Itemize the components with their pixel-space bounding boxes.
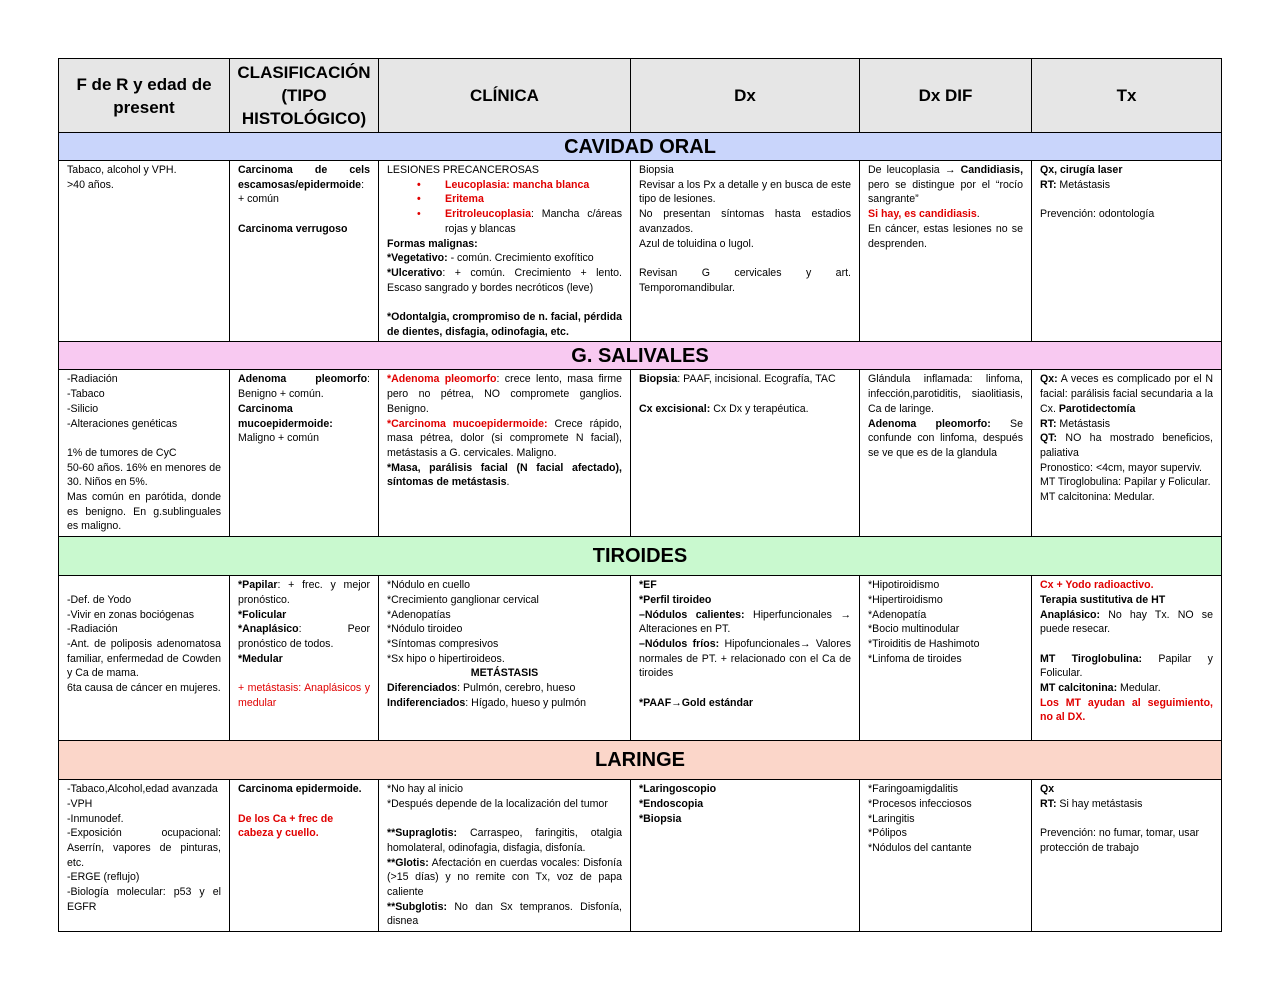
header-tx: Tx (1032, 59, 1222, 133)
header-dx-dif: Dx DIF (860, 59, 1032, 133)
list-item: • Eritroleucoplasia: Mancha c/áreas rojas y blancas (445, 207, 622, 236)
sal-clasificacion: Adenoma pleomorfo: Benigno + común. Carcinoma mucoepidermoide: Maligno + común (230, 370, 379, 537)
header-dx: Dx (631, 59, 860, 133)
section-tiroides (59, 537, 1222, 576)
section-title-laringe: LARINGE (59, 741, 1222, 780)
oral-clasificacion: Carcinoma de cels escamosas/epidermoide: + común Carcinoma verrugoso (230, 161, 379, 342)
section-cavidad-oral (59, 133, 1222, 161)
section-title-tiroides: TIROIDES (59, 537, 1222, 576)
section-title-salivales: G. SALIVALES (59, 342, 1222, 370)
oral-clinica: LESIONES PRECANCEROSAS • Leucoplasia: mancha blanca • Eritema • Eritroleucoplasia: Mancha c/áreas rojas y blancas Formas malignas: *Vegetativo: - común. Crecimiento exofítico *Ulcerativo: + común. Crecimiento + lento. Escaso sangrado y bordes necróticos (leve) *Odontalgia, crompromiso de n. facial, pérdida de dientes, disfagia, odinofagia, etc. (379, 161, 631, 342)
section-salivales (59, 342, 1222, 370)
sal-clinica: *Adenoma pleomorfo: crece lento, masa firme pero no pétrea, NO compromete ganglios. Benigno. *Carcinoma mucoepidermoide: Crece rápido, masa pétrea, dolor (si compromete N facial), metástasis a G. cervicales. Maligno. *Masa, parálisis facial (N facial afectado), síntomas de metástasis. (379, 370, 631, 537)
section-title-oral: CAVIDAD ORAL (59, 133, 1222, 161)
sal-dx-dif: Glándula inflamada: linfoma, infección,parotiditis, siaolitiasis, Ca de laringe. Adenoma pleomorfo: Se confunde con linfoma, después se ve que es de la glandula (860, 370, 1032, 537)
lar-clinica: *No hay al inicio *Después depende de la localización del tumor **Supraglotis: Carraspeo, faringitis, otalgia homolateral, odinofagia, disfagia, disfonía. **Glotis: Afectación en cuerdas vocales: Disfonía (>15 días) y no remite con Tx, voz de papa caliente **Subglotis: No dan Sx tempranos. Disfonía, disnea (379, 780, 631, 932)
header-clinica: CLÍNICA (379, 59, 631, 133)
header-fdr: F de R y edad de present (59, 59, 230, 133)
header-clasificacion: CLASIFICACIÓN (TIPO HISTOLÓGICO) (230, 59, 379, 133)
arrow-right-icon: → (944, 164, 956, 176)
oral-tx: Qx, cirugía laser RT: Metástasis Prevención: odontología (1032, 161, 1222, 342)
lar-clasificacion: Carcinoma epidermoide. De los Ca + frec de cabeza y cuello. (230, 780, 379, 932)
tir-tx: Cx + Yodo radioactivo. Terapia sustitutiva de HT Anaplásico: No hay Tx. NO se puede resecar. MT Tiroglobulina: Papilar y Folicular. MT calcitonina: Medular. Los MT ayudan al seguimiento, no al DX. (1032, 576, 1222, 741)
oral-dx-dif: De leucoplasia → Candidiasis, pero se distingue por el “rocío sangrante” Si hay, es candidiasis. En cáncer, estas lesiones no se desprenden. (860, 161, 1032, 342)
list-item: • Eritema (445, 192, 622, 207)
tir-dx-dif: *Hipotiroidismo *Hipertiroidismo *Adenopatía *Bocio multinodular *Tiroiditis de Hashimoto *Linfoma de tiroides (860, 576, 1032, 741)
list-item: • Leucoplasia: mancha blanca (445, 178, 622, 193)
sal-tx: Qx: A veces es complicado por el N facial: parálisis facial secundaria a la Cx. Parotidectomía RT: Metástasis QT: NO ha mostrado beneficios, paliativa Pronostico: <4cm, mayor superviv. MT Tiroglobulina: Papilar y Folicular. MT calcitonina: Medular. (1032, 370, 1222, 537)
row-cavidad-oral (59, 161, 1222, 342)
section-laringe (59, 741, 1222, 780)
tir-clinica: *Nódulo en cuello *Crecimiento ganglionar cervical *Adenopatías *Nódulo tiroideo *Síntomas compresivos *Sx hipo o hipertiroideos. METÁSTASIS Diferenciados: Pulmón, cerebro, hueso Indiferenciados: Hígado, hueso y pulmón (379, 576, 631, 741)
row-tiroides (59, 576, 1222, 741)
tir-dx: *EF *Perfil tiroideo –Nódulos calientes: Hiperfuncionales → Alteraciones en PT. –Nódulos fríos: Hipofuncionales→ Valores normales de PT. + relacionado con el Ca de tiroides *PAAF→Gold estándar (631, 576, 860, 741)
lar-dx: *Laringoscopio *Endoscopia *Biopsia (631, 780, 860, 932)
sal-fdr: -Radiación -Tabaco -Silicio -Alteraciones genéticas 1% de tumores de CyC 50-60 años. 16% en menores de 30. Niños en 5%. Mas común en parótida, donde es benigno. En g.sublinguales es maligno. (59, 370, 230, 537)
oral-fdr: Tabaco, alcohol y VPH. >40 años. (59, 161, 230, 342)
oncology-table (58, 58, 1222, 932)
oral-dx: Biopsia Revisar a los Px a detalle y en busca de este tipo de lesiones. No presentan síntomas hasta estadios avanzados. Azul de toluidina o lugol. Revisan G cervicales y art. Temporomandibular. (631, 161, 860, 342)
row-laringe (59, 780, 1222, 932)
header-row (59, 59, 1222, 133)
row-salivales (59, 370, 1222, 537)
lar-tx: Qx RT: Si hay metástasis Prevención: no fumar, tomar, usar protección de trabajo (1032, 780, 1222, 932)
tir-clasificacion: *Papilar: + frec. y mejor pronóstico. *Folicular *Anaplásico: Peor pronóstico de todos. *Medular + metástasis: Anaplásicos y medular (230, 576, 379, 741)
tir-fdr: -Def. de Yodo -Vivir en zonas bociógenas -Radiación -Ant. de poliposis adenomatosa familiar, enfermedad de Cowden y Ca de mama. 6ta causa de cáncer en mujeres. (59, 576, 230, 741)
sal-dx: Biopsia: PAAF, incisional. Ecografía, TAC Cx excisional: Cx Dx y terapéutica. (631, 370, 860, 537)
lar-dx-dif: *Faringoamigdalitis *Procesos infecciosos *Laringitis *Pólipos *Nódulos del cantante (860, 780, 1032, 932)
lar-fdr: -Tabaco,Alcohol,edad avanzada -VPH -Inmunodef. -Exposición ocupacional: Aserrín, vapores de pinturas, etc. -ERGE (reflujo) -Biología molecular: p53 y el EGFR (59, 780, 230, 932)
